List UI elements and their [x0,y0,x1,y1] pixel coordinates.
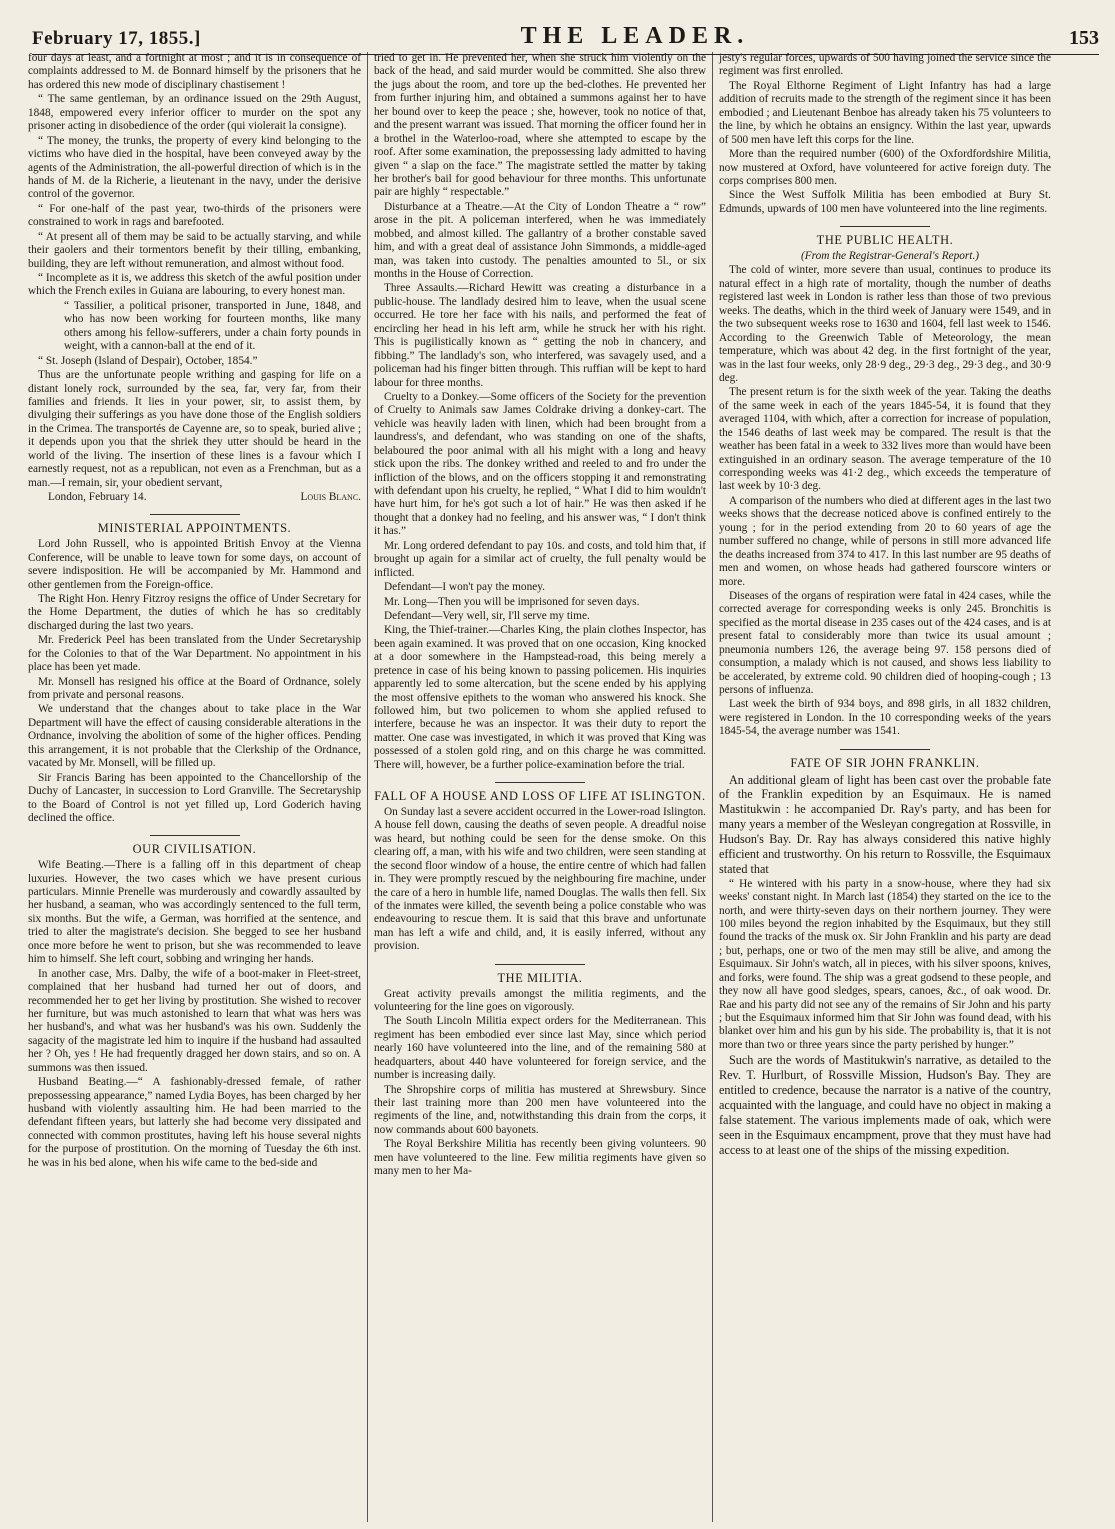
paragraph: “ He wintered with his party in a snow-house, where they had six weeks' constant night. In March last (1854) they started on the ice to the north, and were thirty-seven days on their northern journey. They were 100 miles beyond the region inhabited by the Esquimaux, but they still found the tracks of the musk ox. Sir John Franklin and his party are dead ; but, perhaps, one or two of the men may still be alive, and among the Esquimaux. Sir John's watch, all in pieces, with his silver spoons, knives, and forks, were found. The ship was a great godsend to these people, and they now all have good sledges, spears, canoes, &c., of oak wood. Dr. Rae and his party did not see any of the remains of Sir John and his party ; but the Esquimaux informed him that Sir John was found dead, with his blanket over him and his gun by his side. The probability is, that it is not more than two or three years since the party perished by hunger.” [719,877,1051,1051]
paragraph: Wife Beating.—There is a falling off in this department of cheap luxuries. However, the two cases which we have present curious particulars. Minnie Prenelle was murderously and cowardly assaulted by her husband, a seaman, who was accordingly sentenced to the full term, six months. But the wife, a German, was horrified at the sentence, and tried to alter the magistrate's decision. She begged to see her husband once more before he went to prison, but she was recommended to leave him to himself. She left court, sobbing and wringing her hands. [28,859,361,966]
section-divider [495,782,585,783]
paragraph: “ The same gentleman, by an ordinance issued on the 29th August, 1848, empowered every inferior officer to murder on the spot any prisoner acting in disobedience of the order (qui violerait la consigne). [28,93,361,133]
paragraph: Mr. Long ordered defendant to pay 10s. and costs, and told him that, if brought up again for a similar act of cruelty, the full penalty would be inflicted. [374,539,706,579]
signature-line [28,491,361,504]
paper-title: THE LEADER. [520,23,750,49]
paragraph: “ For one-half of the past year, two-thirds of the prisoners were constrained to work in rags and barefooted. [28,202,361,229]
columns [22,52,1101,1522]
paragraph: A comparison of the numbers who died at different ages in the last two weeks shows that the decrease noticed above is confined entirely to the young ; for in the period extending from 20 to 60 years of age the number suffered no change, while of persons in still more advanced life the deaths increased from 374 to 417. In this last number are 95 deaths of men and women, on whose heads had gathered fourscore winters or more. [719,494,1051,588]
heading-fall-of-a-house: FALL OF A HOUSE AND LOSS OF LIFE AT ISLINGTON. [374,789,706,804]
paragraph: Such are the words of Mastitukwin's narrative, as detailed to the Rev. T. Hurlburt, of Rossville Mission, Hudson's Bay. They are entitled to credence, because the narrator is a native of the country, acquainted with the language, and could have no object in making a false statement. The various implements made of oak, which were seen in the Esquimaux encampment, prove that they must have had access to at least one of the ships of the missing expedition. [719,1053,1051,1157]
paragraph: The Shropshire corps of militia has mustered at Shrewsbury. Since their last training more than 200 men have volunteered into the regiments of the line, and, notwithstanding this drain from the corps, it now commands about 600 bayonets. [374,1083,706,1136]
paragraph: Three Assaults.—Richard Hewitt was creating a disturbance in a public-house. The landlady desired him to leave, when the usual scene occurred. He tore her face with his nails, and performed the feat of encircling her head in his left arm, while he struck her with his right. This is pugilistically known as “ getting the nob in chancery, and fibbing.” The landlady's son, who interfered, was savagely used, and a policeman had his finger bitten through. This ruffian will be kept to hard labour for three months. [374,282,706,389]
paragraph: Disturbance at a Theatre.—At the City of London Theatre a “ row” arose in the pit. A policeman interfered, when he was immediately mobbed, and almost killed. The gallantry of a brother constable saved him, and with a great deal of assistance John Simmonds, a middle-aged man, was taken into custody. The penalties amounted to 5l., or six months in the House of Correction. [374,200,706,280]
paragraph: “ St. Joseph (Island of Despair), October, 1854.” [38,354,258,367]
paragraph: Great activity prevails amongst the militia regiments, and the volunteering for the line goes on vigorously. [374,987,706,1013]
paragraph: In another case, Mrs. Dalby, the wife of a boot-maker in Fleet-street, complained that her husband had turned her out of doors, and recommended her to get her living by prostitution. She wished to recover her furniture, but was much astonished to learn that what was hers was her husband's, and what was her husband's was his own. Suddenly the sagacity of the magistrate led him to inquire if the husband had assaulted her ? Oh, yes ! He had frequently dragged her down stairs, and so on. A summons was then issued. [28,967,361,1074]
column-1 [22,52,367,1522]
paragraph: Husband Beating.—“ A fashionably-dressed female, of rather prepossessing appearance,” named Lydia Boyes, has been charged by her husband with violently assaulting him. He had been married to the defendant fifteen years, but latterly she had become very dissipated and connected with common prostitutes, having left his house several nights for the purpose of prostitution. On the morning of Tuesday the 6th inst. he was in his bed alone, when his wife came to the bed-side and [28,1076,361,1169]
paragraph: jesty's regular forces, upwards of 500 having joined the service since the regiment was first enrolled. [719,52,1051,78]
paragraph: The cold of winter, more severe than usual, continues to produce its natural effect in a high rate of mortality, though the number of deaths registered last week in London is rather less than those of two previous weeks. The deaths, which in the third week of January were 1549, and in the two subsequent weeks rose to 1630 and 1604, fell last week to 1546. According to the Greenwich Table of Meteorology, the mean temperature, which was about 42 deg. in the first fortnight of the year, was in the last four weeks, only 28·9 deg., 29·3 deg., 29·3 deg., and 30·9 deg. [719,264,1051,384]
issue-date: February 17, 1855.] [32,28,201,49]
paragraph: The South Lincoln Militia expect orders for the Mediterranean. This regiment has been embodied ever since last May, since which period nearly 160 have volunteered into the line, and of the remaining 580 at headquarters, about 440 have volunteered for foreign service, and the number is increasing daily. [374,1015,706,1082]
paragraph: tried to get in. He prevented her, when she struck him violently on the back of the head, and said murder would be committed. She also threw the jugs about the room, and tore up the bed-clothes. He prevented her from further injuring him, and obtained a summons against her to have her bound over to keep the peace ; she, however, took no notice of that, and the present warrant was issued. That morning the officer found her in a brothel in the Waterloo-road, where she attempted to escape by the roof. After some examination, the prepossessing lady admitted to having given “ a slap on the face.” The magistrate settled the matter by taking her brother's bail for good behaviour for three months. This unfortunate pair are highly “ respectable.” [374,52,706,199]
paragraph: “ At present all of them may be said to be actually starving, and while their gaolers and their tormentors benefit by their tilling, embanking, building, they are left without remuneration, and almost without food. [28,230,361,270]
signature-place: London, February 14. [48,491,147,503]
paragraph: Last week the birth of 934 boys, and 898 girls, in all 1832 children, were registered in London. In the 10 corresponding weeks of the years 1845-54, the average number was 1541. [719,698,1051,738]
paragraph: The Royal Elthorne Regiment of Light Infantry has had a large addition of recruits made to the strength of the regiment since it has been embodied ; and Lieutenant Benboe has already taken his 75 volunteers to the line, by which he obtains an ensigncy. Within the last year, upwards of 500 men have left this corps for the line. [719,79,1051,146]
paragraph: King, the Thief-trainer.—Charles King, the plain clothes Inspector, has been again examined. It was proved that on one occasion, King knocked at a door somewhere in the Hampstead-road, this being merely a pretence in case of his being known to passing policemen. His inquiries apparently led to some altercation, but the scene ended by his applying the most offensive epithets to the woman who answered his knock. She followed him, but two policemen to whom she applied refused to interfere, because he was an inspector. It was their duty to report the matter. One case was investigated, in which it was proved that King was possessed of a stolen gold ring, and on this charge he was committed. There will, however, be a further police-examination before the trial. [374,624,706,771]
paragraph: The Royal Berkshire Militia has recently been giving volunteers. 90 men have volunteered to the line. Few militia regiments have given so many men to her Ma- [374,1138,706,1178]
paragraph: More than the required number (600) of the Oxfordfordshire Militia, now mustered at Oxford, have volunteered for active foreign duty. The corps comprises 800 men. [719,148,1051,187]
paragraph: Lord John Russell, who is appointed British Envoy at the Vienna Conference, will be unable to leave town for some days, on account of severe indisposition. He will be accompanied by Mr. Hammond and other gentlemen from the Foreign-office. [28,538,361,591]
heading-ministerial-appointments: MINISTERIAL APPOINTMENTS. [97,521,292,536]
paragraph: Mr. Monsell has resigned his office at the Board of Ordnance, solely from private and personal reasons. [28,675,361,701]
paragraph: Mr. Long—Then you will be imprisoned for seven days. [384,595,640,608]
quoted-paragraph: “ Tassilier, a political prisoner, transported in June, 1848, and who has now been working for fourteen months, like many others among his fellow-sufferers, under a chain forty pounds in weight, with a cannon-ball at the end of it. [64,299,361,353]
paragraph: The Right Hon. Henry Fitzroy resigns the office of Under Secretary for the Home Department, the duties of which he has so creditably discharged during the last two years. [28,592,361,632]
paragraph: Cruelty to a Donkey.—Some officers of the Society for the prevention of Cruelty to Animals saw James Coldrake driving a donkey-cart. The vehicle was heavily laden with linen, which had been brought from a laundress's, and defendant, who was standing on one of the shafts, belaboured the poor animal with all his might with a long and heavy stick upon the ribs. The donkey writhed and reeled to and fro under the infliction of the blows, and on the officers stopping it and remonstrating with defendant upon his cruelty, he replied, “ What I did to him wouldn't have hurt him, for he's got such a lot of hair.” He was then asked if he thought that a donkey had no feeling, and his answer was, “ I don't think it has.” [374,390,706,538]
heading-the-militia: THE MILITIA. [497,970,583,985]
column-3 [712,52,1057,1522]
paragraph: “ Incomplete as it is, we address this sketch of the awful position under which the French exiles in Guiana are labouring, to every honest man. [28,272,361,298]
paragraph: “ The money, the trunks, the property of every kind belonging to the victims who have died in the hospital, have been conveyed away by the agents of the Administration, the all-powerful direction of which is in the hands of M. de la Richerie, a lieutenant in the navy, under the derisive control of the governor. [28,134,361,201]
paragraph: Mr. Frederick Peel has been translated from the Under Secretaryship for the Colonies to that of the War Department. No appointment in his place has been yet made. [28,634,361,674]
paragraph: We understand that the changes about to take place in the War Department will have the effect of causing considerable alterations in the Ordnance, involving the abolition of some of the higher offices. Pending this arrangement, it is not probable that the Clerkship of the Ordnance, vacated by Mr. Monsell, will be filled up. [28,703,361,770]
paragraph: four days at least, and a fortnight at most ; and it is in consequence of complaints addressed to M. de Bonnard himself by the prisoners that he has ordered this new mode of disciplinary chastisement ! [28,52,361,91]
section-divider [495,964,585,965]
paragraph: On Sunday last a severe accident occurred in the Lower-road Islington. A house fell down, causing the deaths of seven people. A dreadful noise was heard, but nothing could be seen for the dense smoke. On this clearing off, a man, with his wife and two children, were seen standing at the second floor window of a house, the entire centre of which had fallen in. They were promptly rescued by the neighbouring fire machine, under the care of a hero in humble life, named Douglas. The walls then fell. Six of the inmates were killed, the seventh being a police constable who was endeavouring to rescue them. It is said that this brave and unfortunate man has left a wife and child, and, it is easily inferred, without any provision. [374,805,706,953]
heading-fate-of-franklin: FATE OF SIR JOHN FRANKLIN. [790,755,980,770]
paragraph: An additional gleam of light has been cast over the probable fate of the Franklin expedition by an Esquimaux. He is named Mastitukwin : he accompanied Dr. Ray's party, and has been for many years a member of the Wesleyan congregation at Rossville, in Hudson's Bay. Dr. Ray has always considered this native highly efficient and trustworthy. On his return to Rossville, the Esquimaux stated that [719,772,1051,876]
section-divider [840,749,930,750]
section-divider [150,835,240,836]
paragraph: Diseases of the organs of respiration were fatal in 424 cases, while the corrected average for corresponding weeks is only 245. Bronchitis is specified as the mortal disease in 235 cases out of the 424 cases, and is at present fatal to considerably more than twice its usual amount ; pneumonia numbers 126, the average being 97. 158 persons died of consumption, a malady which is not caused, and shows less liability to be accelerated, by extreme cold. 90 children died of hooping-cough ; 13 persons of influenza. [719,589,1051,696]
paragraph: Thus are the unfortunate people writhing and gasping for life on a distant lonely rock, surrounded by the sea, far, very far, from their families and friends. It lies in your power, sir, to assist them, by divulging their sufferings as you have done those of the English soldiers in the Crimea. The transportés de Cayenne are, so to speak, buried alive ; it depends upon you that the shriek they utter should be heard in the world of the living. The insertion of these lines is a favour which I earnestly request, not as a republican, not even as a Frenchman, but as a man.—I remain, sir, your obedient servant, [28,369,361,489]
heading-our-civilisation: OUR CIVILISATION. [132,842,257,857]
masthead [32,10,1099,55]
heading-subtitle: (From the Registrar-General's Report.) [800,250,980,262]
paragraph: Defendant—Very well, sir, I'll serve my time. [384,609,590,622]
paragraph: Defendant—I won't pay the money. [384,581,545,594]
paragraph: Sir Francis Baring has been appointed to the Chancellorship of the Duchy of Lancaster, in succession to Lord Granville. The Secretaryship to the Board of Control is not yet filled up, Lord Goderich having declined the office. [28,771,361,824]
paragraph: The present return is for the sixth week of the year. Taking the deaths of the same week in each of the years 1845-54, it is found that they averaged 1104, with which, after a correction for increase of population, the 1546 deaths of last week may be compared. The result is that the weather has been fatal in a week to 332 lives more than would have been extinguished in an ordinary season. The average temperature of the 10 corresponding weeks was 41·2 deg., which exceeds the temperature of last week by 10·3 deg. [719,386,1051,493]
signature-name: Louis Blanc. [300,491,361,503]
page-number: 153 [1068,27,1099,49]
section-divider [150,514,240,515]
section-divider [840,226,930,227]
paragraph: Since the West Suffolk Militia has been embodied at Bury St. Edmunds, upwards of 100 men have volunteered into the line regiments. [719,189,1051,215]
column-2 [367,52,712,1522]
heading-public-health: THE PUBLIC HEALTH. [816,233,954,248]
